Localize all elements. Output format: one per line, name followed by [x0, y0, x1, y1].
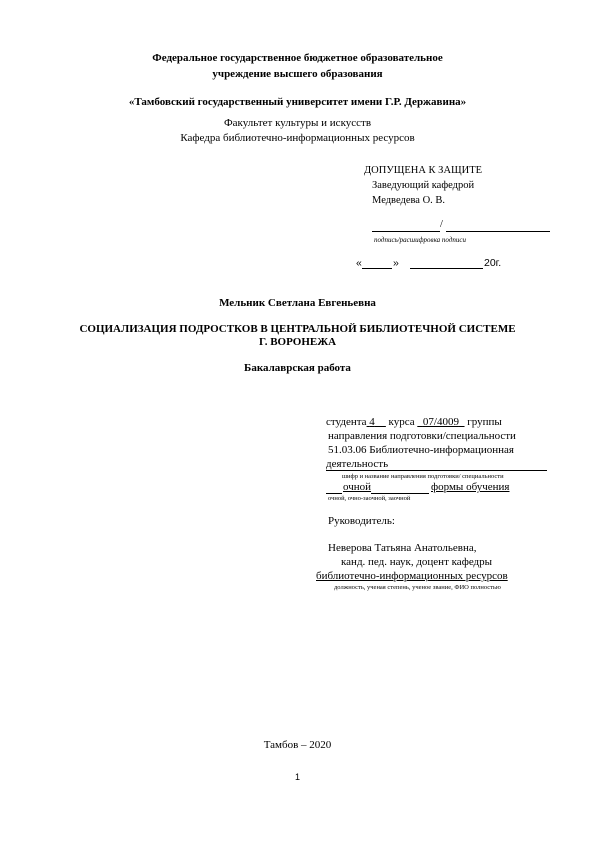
- thesis-title-line-2: Г. ВОРОНЕЖА: [258, 336, 337, 348]
- direction-caption: шифр и название направления подготовки/ специальности: [342, 473, 504, 480]
- date-quote-open: «: [356, 257, 362, 269]
- signature-decoding-line: [446, 231, 550, 232]
- approval-title: ДОПУЩЕНА К ЗАЩИТЕ: [364, 165, 483, 176]
- form-caption: очной, очно-заочной, заочной: [328, 495, 411, 502]
- form-word: формы обучения: [431, 481, 510, 493]
- group-value: _07/4009_: [417, 416, 465, 428]
- supervisor-degree: канд. пед. наук, доцент кафедры: [341, 556, 493, 568]
- form-line-middle: [371, 493, 429, 494]
- faculty-name: Факультет культуры и искусств: [223, 117, 372, 129]
- student-word: студента: [326, 416, 367, 428]
- department-name: Кафедра библиотечно-информационных ресурсов: [180, 132, 415, 144]
- direction-line-2: деятельность: [326, 458, 389, 470]
- org-line-1: Федеральное государственное бюджетное образовательное: [152, 52, 443, 64]
- thesis-title-line-1: СОЦИАЛИЗАЦИЯ ПОДРОСТКОВ В ЦЕНТРАЛЬНОЙ БИБЛИОТЕЧНОЙ СИСТЕМЕ: [79, 323, 516, 335]
- approval-name: Медведева О. В.: [372, 195, 446, 206]
- form-line-left: [326, 493, 342, 494]
- group-word: группы: [467, 416, 502, 428]
- supervisor-label: Руководитель:: [328, 515, 395, 527]
- org-line-2: учреждение высшего образования: [212, 68, 383, 80]
- date-year: 20г.: [484, 257, 502, 269]
- city-year: Тамбов – 2020: [263, 739, 332, 751]
- supervisor-name: Неверова Татьяна Анатольевна,: [328, 542, 477, 554]
- direction-label: направления подготовки/специальности: [328, 430, 516, 442]
- supervisor-caption: должность, ученая степень, ученое звание, ФИО полностью: [334, 584, 501, 591]
- signature-caption: подпись/расшифровка подписи: [374, 236, 466, 244]
- direction-underline: [326, 470, 547, 471]
- date-quote-close: »: [393, 257, 399, 269]
- form-value: очной: [343, 481, 372, 493]
- signature-line: [372, 231, 440, 232]
- thesis-type: Бакалаврская работа: [244, 362, 351, 374]
- date-day-line: [362, 268, 392, 269]
- signature-slash: /: [440, 219, 443, 230]
- date-month-line: [410, 268, 483, 269]
- direction-line-1: 51.03.06 Библиотечно-информационная: [328, 444, 514, 456]
- university-name: «Тамбовский государственный университет имени Г.Р. Державина»: [128, 96, 467, 108]
- author-name: Мельник Светлана Евгеньевна: [219, 297, 376, 309]
- supervisor-department: библиотечно-информационных ресурсов: [316, 570, 508, 582]
- course-value: 4__: [369, 416, 386, 428]
- student-line: [326, 416, 502, 428]
- approval-position: Заведующий кафедрой: [372, 180, 475, 191]
- page-number: 1: [294, 772, 300, 782]
- course-word: курса: [388, 416, 415, 428]
